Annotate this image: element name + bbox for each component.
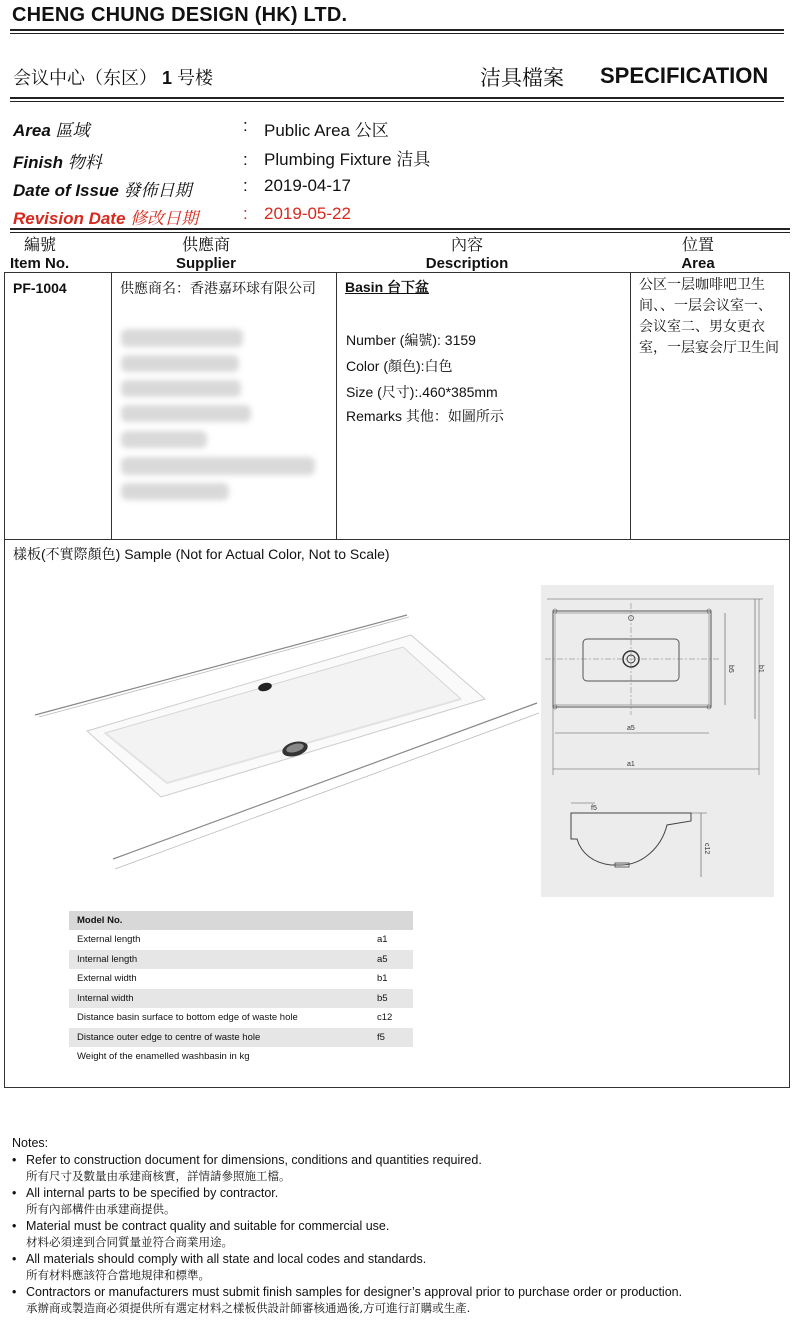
area-label-en: Area [13,121,51,140]
note-en: All internal parts to be specified by contractor. [26,1185,279,1200]
redacted-text [121,405,251,422]
dim-label-f5: f5 [591,805,597,812]
revision-label-cn: 修改日期 [130,209,199,229]
supplier-name: 供應商名：香港嘉环球有限公司 [120,280,316,296]
model-table-row: Distance basin surface to bottom edge of waste hole c12 [69,1009,413,1029]
redacted-text [121,457,315,475]
colon: : [243,176,248,195]
note-item [12,1185,682,1218]
dim-label-b1: b1 [757,665,764,673]
bullet: • [12,1284,17,1299]
colon: : [243,150,248,169]
revision-date-value: 2019-05-22 [264,204,351,223]
meta-rule-thin [10,232,790,233]
redacted-text [121,380,241,397]
header-rule-thin [10,33,784,34]
redacted-text [121,329,243,347]
project-suffix: 号楼 [177,68,214,88]
area-value: Public Area 公区 [264,121,389,140]
note-item [12,1251,682,1284]
description-title: Basin 台下盆 [345,279,430,295]
description-remarks: Remarks 其他：如圖所示 [346,408,504,424]
note-item [12,1152,682,1185]
area-label-cn: 區域 [55,121,90,141]
model-table-row: Internal length a5 [69,950,413,970]
basin-photo [31,603,541,883]
note-cn: 承辦商或製造商必須提供所有選定材料之樣板供設計師審核通過後,方可進行訂購或生產. [26,1301,471,1315]
model-table-row: External length a1 [69,931,413,951]
redacted-text [121,355,239,372]
col-divider [111,273,112,539]
row-divider [5,539,789,540]
dim-label-b5: b5 [727,665,734,673]
finish-label-cn: 物料 [67,153,102,173]
issue-label-cn: 發佈日期 [123,181,192,201]
note-cn: 所有材料應該符合當地規律和標準。 [26,1268,210,1282]
model-table [69,911,413,1067]
item-number: PF-1004 [13,280,67,296]
dim-label-a5: a5 [627,725,635,732]
issue-date-value: 2019-04-17 [264,176,351,195]
col-divider [336,273,337,539]
description-number: Number (編號): 3159 [346,332,476,348]
category-cn: 洁具檔案 [480,67,564,90]
model-table-row: Distance outer edge to centre of waste hole f5 [69,1028,413,1048]
spec-table [4,272,790,1088]
project-name-cn: 会议中心（东区） [13,68,157,88]
dim-label-a1: a1 [627,761,635,768]
specification-title: SPECIFICATION [600,63,769,88]
dim-label-c12: c12 [703,843,710,855]
model-table-row: Internal width b5 [69,989,413,1009]
area-locations: 公区一层咖啡吧卫生间、、一层会议室一、会议室二、男女更衣室，一层宴会厅卫生间 [639,277,779,356]
description-size: Size (尺寸):.460*385mm [346,384,498,400]
note-item [12,1218,682,1251]
col-header-area: 位置 Area [681,235,715,272]
notes-section [12,1135,682,1317]
title-rule-thin [10,101,784,102]
model-table-header: Model No. [69,911,413,931]
finish-value: Plumbing Fixture 洁具 [264,150,431,169]
model-table-row: Weight of the enamelled washbasin in kg [69,1048,413,1068]
col-divider [630,273,631,539]
sample-label: 樣板(不實際顏色) Sample (Not for Actual Color, Not to Scale) [13,546,390,562]
col-header-description: 內容 Description [425,235,509,272]
issue-label-en: Date of Issue [13,181,119,200]
note-cn: 所有尺寸及數量由承建商核實，詳情請參照施工檔。 [26,1169,291,1183]
title-rule [10,97,784,99]
finish-label-en: Finish [13,153,64,172]
bullet: • [12,1251,17,1266]
notes-title: Notes: [12,1136,49,1150]
redacted-text [121,431,207,448]
bullet: • [12,1218,17,1233]
revision-label-en: Revision Date [13,209,126,228]
technical-drawing [541,585,774,897]
note-en: Refer to construction document for dimensions, conditions and quantities required. [26,1152,482,1167]
colon: : [243,116,248,135]
bullet: • [12,1152,17,1167]
note-en: Material must be contract quality and suitable for commercial use. [26,1218,390,1233]
model-table-row: External width b1 [69,970,413,990]
col-header-supplier: 供應商 Supplier [175,235,236,272]
note-cn: 材料必須達到合同質量並符合商業用途。 [26,1235,233,1249]
bullet: • [12,1185,17,1200]
note-item [12,1284,682,1317]
company-name: CHENG CHUNG DESIGN (HK) LTD. [12,4,348,26]
note-en: Contractors or manufacturers must submit finish samples for designer’s approval prior to purchase order or production. [26,1284,683,1299]
project-name [13,64,213,90]
note-en: All materials should comply with all state and local codes and standards. [26,1251,427,1266]
header-rule [10,29,784,31]
description-color: Color (顏色):白色 [346,358,453,374]
project-number: 1 [162,68,173,88]
colon: : [243,204,248,223]
note-cn: 所有內部構件由承建商提供。 [26,1202,176,1216]
redacted-text [121,483,229,500]
col-header-item: 編號 Item No. [10,235,70,272]
meta-rule [10,228,790,230]
